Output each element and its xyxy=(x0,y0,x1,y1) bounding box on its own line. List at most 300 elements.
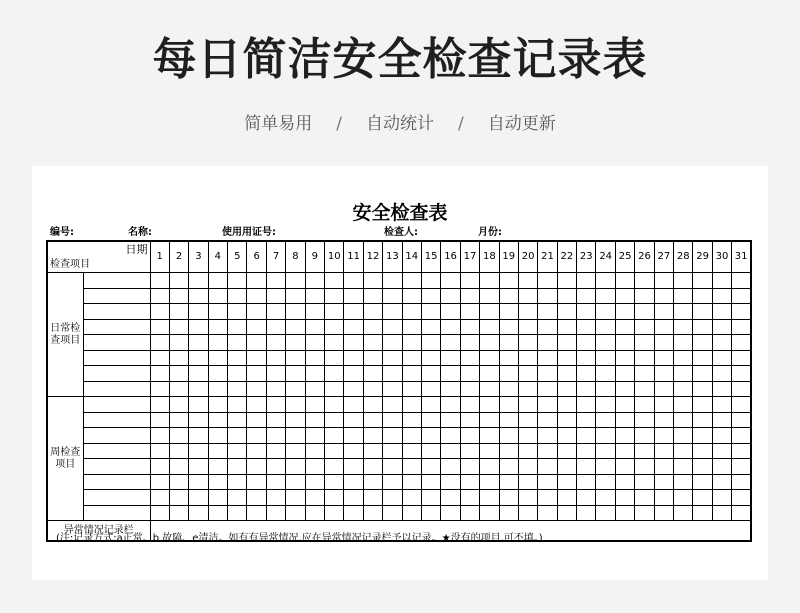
check-cell[interactable] xyxy=(189,490,208,506)
check-cell[interactable] xyxy=(383,304,402,320)
check-cell[interactable] xyxy=(577,397,596,413)
check-cell[interactable] xyxy=(538,459,557,475)
check-cell[interactable] xyxy=(228,366,247,382)
check-cell[interactable] xyxy=(402,443,421,459)
check-cell[interactable] xyxy=(208,335,227,351)
check-cell[interactable] xyxy=(615,304,634,320)
check-cell[interactable] xyxy=(596,381,615,397)
check-cell[interactable] xyxy=(305,459,324,475)
check-cell[interactable] xyxy=(266,319,285,335)
check-cell[interactable] xyxy=(480,459,499,475)
check-cell[interactable] xyxy=(383,366,402,382)
check-cell[interactable] xyxy=(615,505,634,521)
check-cell[interactable] xyxy=(557,428,576,444)
check-cell[interactable] xyxy=(286,319,305,335)
check-cell[interactable] xyxy=(732,474,751,490)
check-cell[interactable] xyxy=(635,273,654,289)
check-cell[interactable] xyxy=(538,319,557,335)
check-cell[interactable] xyxy=(499,304,518,320)
check-cell[interactable] xyxy=(577,474,596,490)
check-cell[interactable] xyxy=(402,304,421,320)
check-cell[interactable] xyxy=(480,474,499,490)
check-cell[interactable] xyxy=(441,319,460,335)
check-cell[interactable] xyxy=(460,397,479,413)
check-cell[interactable] xyxy=(402,273,421,289)
check-cell[interactable] xyxy=(499,412,518,428)
check-cell[interactable] xyxy=(596,273,615,289)
check-cell[interactable] xyxy=(557,459,576,475)
check-cell[interactable] xyxy=(150,335,169,351)
check-cell[interactable] xyxy=(247,397,266,413)
check-cell[interactable] xyxy=(228,381,247,397)
check-cell[interactable] xyxy=(732,412,751,428)
check-cell[interactable] xyxy=(441,490,460,506)
check-cell[interactable] xyxy=(712,474,731,490)
check-cell[interactable] xyxy=(712,459,731,475)
check-cell[interactable] xyxy=(421,366,440,382)
check-cell[interactable] xyxy=(499,335,518,351)
check-cell[interactable] xyxy=(615,397,634,413)
check-cell[interactable] xyxy=(557,397,576,413)
check-cell[interactable] xyxy=(189,397,208,413)
check-cell[interactable] xyxy=(577,443,596,459)
check-cell[interactable] xyxy=(383,319,402,335)
check-cell[interactable] xyxy=(363,304,382,320)
check-cell[interactable] xyxy=(325,397,344,413)
check-cell[interactable] xyxy=(615,288,634,304)
check-cell[interactable] xyxy=(693,350,712,366)
check-cell[interactable] xyxy=(635,397,654,413)
check-cell[interactable] xyxy=(421,319,440,335)
check-cell[interactable] xyxy=(325,288,344,304)
check-cell[interactable] xyxy=(538,505,557,521)
check-cell[interactable] xyxy=(460,412,479,428)
check-cell[interactable] xyxy=(325,428,344,444)
check-cell[interactable] xyxy=(286,412,305,428)
check-cell[interactable] xyxy=(577,366,596,382)
check-cell[interactable] xyxy=(286,459,305,475)
check-cell[interactable] xyxy=(325,366,344,382)
check-cell[interactable] xyxy=(635,304,654,320)
check-cell[interactable] xyxy=(441,304,460,320)
check-cell[interactable] xyxy=(635,412,654,428)
check-cell[interactable] xyxy=(169,412,188,428)
item-cell[interactable] xyxy=(83,366,150,382)
check-cell[interactable] xyxy=(266,304,285,320)
check-cell[interactable] xyxy=(169,304,188,320)
check-cell[interactable] xyxy=(402,381,421,397)
check-cell[interactable] xyxy=(732,335,751,351)
check-cell[interactable] xyxy=(344,474,363,490)
check-cell[interactable] xyxy=(480,366,499,382)
check-cell[interactable] xyxy=(577,273,596,289)
check-cell[interactable] xyxy=(654,428,673,444)
check-cell[interactable] xyxy=(325,319,344,335)
check-cell[interactable] xyxy=(674,335,693,351)
check-cell[interactable] xyxy=(247,304,266,320)
check-cell[interactable] xyxy=(247,474,266,490)
check-cell[interactable] xyxy=(441,505,460,521)
check-cell[interactable] xyxy=(247,505,266,521)
check-cell[interactable] xyxy=(577,350,596,366)
check-cell[interactable] xyxy=(247,288,266,304)
check-cell[interactable] xyxy=(615,412,634,428)
check-cell[interactable] xyxy=(693,273,712,289)
check-cell[interactable] xyxy=(693,288,712,304)
check-cell[interactable] xyxy=(460,490,479,506)
check-cell[interactable] xyxy=(732,288,751,304)
check-cell[interactable] xyxy=(674,381,693,397)
check-cell[interactable] xyxy=(266,381,285,397)
check-cell[interactable] xyxy=(189,505,208,521)
check-cell[interactable] xyxy=(325,335,344,351)
check-cell[interactable] xyxy=(557,490,576,506)
check-cell[interactable] xyxy=(286,304,305,320)
check-cell[interactable] xyxy=(557,412,576,428)
check-cell[interactable] xyxy=(150,397,169,413)
check-cell[interactable] xyxy=(286,474,305,490)
check-cell[interactable] xyxy=(441,428,460,444)
check-cell[interactable] xyxy=(460,443,479,459)
check-cell[interactable] xyxy=(441,381,460,397)
check-cell[interactable] xyxy=(674,428,693,444)
check-cell[interactable] xyxy=(441,288,460,304)
check-cell[interactable] xyxy=(499,288,518,304)
check-cell[interactable] xyxy=(344,381,363,397)
check-cell[interactable] xyxy=(577,459,596,475)
check-cell[interactable] xyxy=(732,428,751,444)
check-cell[interactable] xyxy=(441,366,460,382)
check-cell[interactable] xyxy=(615,381,634,397)
check-cell[interactable] xyxy=(421,273,440,289)
check-cell[interactable] xyxy=(421,412,440,428)
check-cell[interactable] xyxy=(518,397,537,413)
check-cell[interactable] xyxy=(499,381,518,397)
check-cell[interactable] xyxy=(266,474,285,490)
check-cell[interactable] xyxy=(208,288,227,304)
check-cell[interactable] xyxy=(693,397,712,413)
check-cell[interactable] xyxy=(325,490,344,506)
check-cell[interactable] xyxy=(654,397,673,413)
check-cell[interactable] xyxy=(169,474,188,490)
check-cell[interactable] xyxy=(363,490,382,506)
check-cell[interactable] xyxy=(228,459,247,475)
check-cell[interactable] xyxy=(421,459,440,475)
check-cell[interactable] xyxy=(557,288,576,304)
check-cell[interactable] xyxy=(169,288,188,304)
check-cell[interactable] xyxy=(325,381,344,397)
check-cell[interactable] xyxy=(150,459,169,475)
check-cell[interactable] xyxy=(732,459,751,475)
check-cell[interactable] xyxy=(538,304,557,320)
check-cell[interactable] xyxy=(441,335,460,351)
check-cell[interactable] xyxy=(402,412,421,428)
check-cell[interactable] xyxy=(266,397,285,413)
check-cell[interactable] xyxy=(228,319,247,335)
check-cell[interactable] xyxy=(169,490,188,506)
item-cell[interactable] xyxy=(83,304,150,320)
check-cell[interactable] xyxy=(344,304,363,320)
check-cell[interactable] xyxy=(654,288,673,304)
check-cell[interactable] xyxy=(266,428,285,444)
check-cell[interactable] xyxy=(732,505,751,521)
check-cell[interactable] xyxy=(499,459,518,475)
check-cell[interactable] xyxy=(169,459,188,475)
check-cell[interactable] xyxy=(615,335,634,351)
check-cell[interactable] xyxy=(635,459,654,475)
check-cell[interactable] xyxy=(712,505,731,521)
check-cell[interactable] xyxy=(421,505,440,521)
check-cell[interactable] xyxy=(344,459,363,475)
check-cell[interactable] xyxy=(189,304,208,320)
check-cell[interactable] xyxy=(383,273,402,289)
check-cell[interactable] xyxy=(460,505,479,521)
check-cell[interactable] xyxy=(344,273,363,289)
check-cell[interactable] xyxy=(635,428,654,444)
check-cell[interactable] xyxy=(208,459,227,475)
check-cell[interactable] xyxy=(169,273,188,289)
check-cell[interactable] xyxy=(169,443,188,459)
check-cell[interactable] xyxy=(286,273,305,289)
check-cell[interactable] xyxy=(635,350,654,366)
check-cell[interactable] xyxy=(305,273,324,289)
check-cell[interactable] xyxy=(712,490,731,506)
check-cell[interactable] xyxy=(421,381,440,397)
check-cell[interactable] xyxy=(228,505,247,521)
check-cell[interactable] xyxy=(266,335,285,351)
check-cell[interactable] xyxy=(538,490,557,506)
check-cell[interactable] xyxy=(208,443,227,459)
check-cell[interactable] xyxy=(635,381,654,397)
check-cell[interactable] xyxy=(325,304,344,320)
check-cell[interactable] xyxy=(247,366,266,382)
check-cell[interactable] xyxy=(557,366,576,382)
check-cell[interactable] xyxy=(383,397,402,413)
check-cell[interactable] xyxy=(441,350,460,366)
check-cell[interactable] xyxy=(228,288,247,304)
check-cell[interactable] xyxy=(635,443,654,459)
check-cell[interactable] xyxy=(499,397,518,413)
check-cell[interactable] xyxy=(208,350,227,366)
check-cell[interactable] xyxy=(518,490,537,506)
check-cell[interactable] xyxy=(286,350,305,366)
check-cell[interactable] xyxy=(286,428,305,444)
check-cell[interactable] xyxy=(383,443,402,459)
check-cell[interactable] xyxy=(557,335,576,351)
check-cell[interactable] xyxy=(247,459,266,475)
check-cell[interactable] xyxy=(305,319,324,335)
check-cell[interactable] xyxy=(402,288,421,304)
check-cell[interactable] xyxy=(305,443,324,459)
item-cell[interactable] xyxy=(83,273,150,289)
check-cell[interactable] xyxy=(480,490,499,506)
check-cell[interactable] xyxy=(421,335,440,351)
check-cell[interactable] xyxy=(460,273,479,289)
check-cell[interactable] xyxy=(460,288,479,304)
check-cell[interactable] xyxy=(228,412,247,428)
check-cell[interactable] xyxy=(518,412,537,428)
item-cell[interactable] xyxy=(83,397,150,413)
check-cell[interactable] xyxy=(189,288,208,304)
check-cell[interactable] xyxy=(654,381,673,397)
check-cell[interactable] xyxy=(363,397,382,413)
check-cell[interactable] xyxy=(363,366,382,382)
check-cell[interactable] xyxy=(712,335,731,351)
check-cell[interactable] xyxy=(732,319,751,335)
check-cell[interactable] xyxy=(383,335,402,351)
check-cell[interactable] xyxy=(169,350,188,366)
check-cell[interactable] xyxy=(693,319,712,335)
check-cell[interactable] xyxy=(577,335,596,351)
check-cell[interactable] xyxy=(674,350,693,366)
check-cell[interactable] xyxy=(286,505,305,521)
check-cell[interactable] xyxy=(344,428,363,444)
check-cell[interactable] xyxy=(693,443,712,459)
check-cell[interactable] xyxy=(228,443,247,459)
check-cell[interactable] xyxy=(615,490,634,506)
check-cell[interactable] xyxy=(693,304,712,320)
check-cell[interactable] xyxy=(325,459,344,475)
check-cell[interactable] xyxy=(150,428,169,444)
check-cell[interactable] xyxy=(480,428,499,444)
check-cell[interactable] xyxy=(596,304,615,320)
check-cell[interactable] xyxy=(150,443,169,459)
check-cell[interactable] xyxy=(169,335,188,351)
check-cell[interactable] xyxy=(150,304,169,320)
check-cell[interactable] xyxy=(635,490,654,506)
check-cell[interactable] xyxy=(344,350,363,366)
check-cell[interactable] xyxy=(654,505,673,521)
check-cell[interactable] xyxy=(344,288,363,304)
check-cell[interactable] xyxy=(499,350,518,366)
check-cell[interactable] xyxy=(518,288,537,304)
check-cell[interactable] xyxy=(402,350,421,366)
check-cell[interactable] xyxy=(596,412,615,428)
check-cell[interactable] xyxy=(538,428,557,444)
check-cell[interactable] xyxy=(635,505,654,521)
check-cell[interactable] xyxy=(363,505,382,521)
check-cell[interactable] xyxy=(228,397,247,413)
check-cell[interactable] xyxy=(344,505,363,521)
check-cell[interactable] xyxy=(615,319,634,335)
check-cell[interactable] xyxy=(150,366,169,382)
check-cell[interactable] xyxy=(460,428,479,444)
check-cell[interactable] xyxy=(654,350,673,366)
check-cell[interactable] xyxy=(325,350,344,366)
check-cell[interactable] xyxy=(363,350,382,366)
check-cell[interactable] xyxy=(383,350,402,366)
check-cell[interactable] xyxy=(538,273,557,289)
check-cell[interactable] xyxy=(460,459,479,475)
check-cell[interactable] xyxy=(305,304,324,320)
check-cell[interactable] xyxy=(499,428,518,444)
check-cell[interactable] xyxy=(344,366,363,382)
check-cell[interactable] xyxy=(460,381,479,397)
check-cell[interactable] xyxy=(712,304,731,320)
check-cell[interactable] xyxy=(596,474,615,490)
check-cell[interactable] xyxy=(150,412,169,428)
check-cell[interactable] xyxy=(150,288,169,304)
check-cell[interactable] xyxy=(480,350,499,366)
check-cell[interactable] xyxy=(460,335,479,351)
check-cell[interactable] xyxy=(577,490,596,506)
check-cell[interactable] xyxy=(712,412,731,428)
check-cell[interactable] xyxy=(344,443,363,459)
check-cell[interactable] xyxy=(305,335,324,351)
check-cell[interactable] xyxy=(441,443,460,459)
check-cell[interactable] xyxy=(460,350,479,366)
check-cell[interactable] xyxy=(674,366,693,382)
check-cell[interactable] xyxy=(266,366,285,382)
check-cell[interactable] xyxy=(732,397,751,413)
check-cell[interactable] xyxy=(712,428,731,444)
item-cell[interactable] xyxy=(83,428,150,444)
check-cell[interactable] xyxy=(169,366,188,382)
check-cell[interactable] xyxy=(305,490,324,506)
check-cell[interactable] xyxy=(480,381,499,397)
item-cell[interactable] xyxy=(83,474,150,490)
check-cell[interactable] xyxy=(421,490,440,506)
check-cell[interactable] xyxy=(654,459,673,475)
item-cell[interactable] xyxy=(83,381,150,397)
check-cell[interactable] xyxy=(228,335,247,351)
item-cell[interactable] xyxy=(83,459,150,475)
check-cell[interactable] xyxy=(615,366,634,382)
check-cell[interactable] xyxy=(674,273,693,289)
check-cell[interactable] xyxy=(189,459,208,475)
check-cell[interactable] xyxy=(402,490,421,506)
check-cell[interactable] xyxy=(150,350,169,366)
check-cell[interactable] xyxy=(674,288,693,304)
check-cell[interactable] xyxy=(421,443,440,459)
check-cell[interactable] xyxy=(654,490,673,506)
check-cell[interactable] xyxy=(674,304,693,320)
check-cell[interactable] xyxy=(635,474,654,490)
check-cell[interactable] xyxy=(325,443,344,459)
check-cell[interactable] xyxy=(693,505,712,521)
check-cell[interactable] xyxy=(674,397,693,413)
check-cell[interactable] xyxy=(615,428,634,444)
check-cell[interactable] xyxy=(693,490,712,506)
check-cell[interactable] xyxy=(325,412,344,428)
check-cell[interactable] xyxy=(383,412,402,428)
check-cell[interactable] xyxy=(693,412,712,428)
check-cell[interactable] xyxy=(247,443,266,459)
check-cell[interactable] xyxy=(480,273,499,289)
check-cell[interactable] xyxy=(674,505,693,521)
check-cell[interactable] xyxy=(189,474,208,490)
check-cell[interactable] xyxy=(499,505,518,521)
check-cell[interactable] xyxy=(228,490,247,506)
check-cell[interactable] xyxy=(499,366,518,382)
check-cell[interactable] xyxy=(247,381,266,397)
check-cell[interactable] xyxy=(266,443,285,459)
check-cell[interactable] xyxy=(305,428,324,444)
check-cell[interactable] xyxy=(460,304,479,320)
check-cell[interactable] xyxy=(480,288,499,304)
check-cell[interactable] xyxy=(266,350,285,366)
check-cell[interactable] xyxy=(518,350,537,366)
check-cell[interactable] xyxy=(208,428,227,444)
check-cell[interactable] xyxy=(499,490,518,506)
check-cell[interactable] xyxy=(654,412,673,428)
check-cell[interactable] xyxy=(596,319,615,335)
check-cell[interactable] xyxy=(557,304,576,320)
check-cell[interactable] xyxy=(654,474,673,490)
check-cell[interactable] xyxy=(518,273,537,289)
item-cell[interactable] xyxy=(83,412,150,428)
check-cell[interactable] xyxy=(266,273,285,289)
